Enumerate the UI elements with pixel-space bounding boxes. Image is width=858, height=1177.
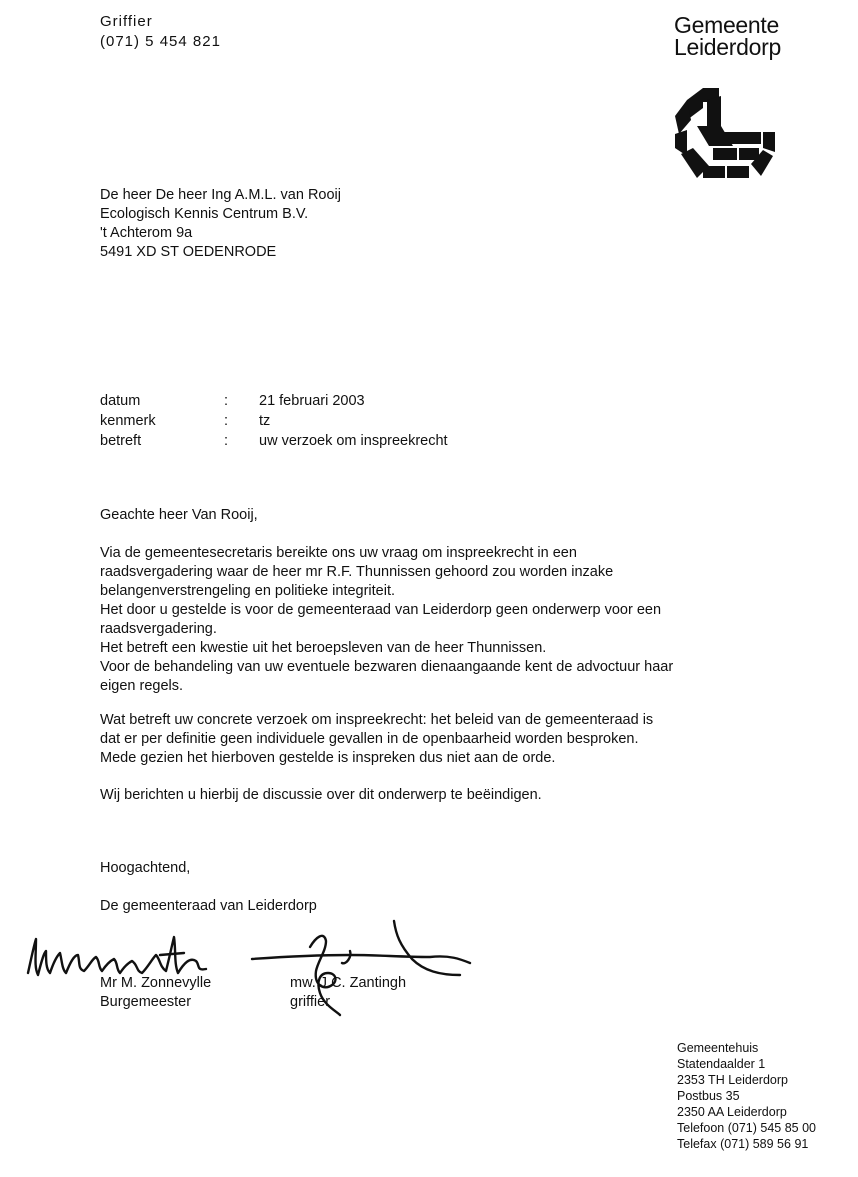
body-line: eigen regels. <box>100 678 184 694</box>
salutation: Geachte heer Van Rooij, <box>100 507 258 523</box>
kenmerk-label: kenmerk <box>100 413 156 429</box>
signatory-title: Burgemeester <box>100 994 192 1010</box>
footer-address <box>677 1040 816 1152</box>
signatory-title: griffier <box>290 994 331 1010</box>
sender-role: Griffier <box>100 13 153 30</box>
p2-line: dat er per definitie geen individuele gevallen in de openbaarheid worden besproken. <box>100 731 639 747</box>
sender-phone: (071) 5 454 821 <box>100 33 221 50</box>
footer-line: Telefax (071) 589 56 91 <box>677 1137 809 1151</box>
body-line: Via de gemeentesecretaris bereikte ons uw vraag om inspreekrecht in een <box>100 545 577 561</box>
signatory-name: Mr M. Zonnevylle <box>100 975 212 991</box>
signatory-name: mw. J.C. Zantingh <box>290 975 407 991</box>
sender-block <box>100 12 221 52</box>
datum-colon: : <box>224 393 229 409</box>
letter-body <box>100 544 673 696</box>
brand-line-2: Leiderdorp <box>674 34 781 60</box>
signatory-burgemeester <box>100 974 211 1012</box>
p2-line: Wat betreft uw concrete verzoek om inspreekrecht: het beleid van de gemeenteraad is <box>100 712 654 728</box>
footer-line: 2353 TH Leiderdorp <box>677 1073 788 1087</box>
body-line: Voor de behandeling van uw eventuele bezwaren dienaangaande kent de advoctuur haar <box>100 659 674 675</box>
betreft-value: uw verzoek om inspreekrecht <box>259 433 448 449</box>
letter-paragraph-3: Wij berichten u hierbij de discussie over dit onderwerp te beëindigen. <box>100 787 542 803</box>
kenmerk-colon: : <box>224 413 229 429</box>
recipient-street: 't Achterom 9a <box>100 225 193 241</box>
datum-value: 21 februari 2003 <box>259 393 365 409</box>
betreft-colon: : <box>224 433 229 449</box>
letter-meta <box>100 391 448 451</box>
meta-row-kenmerk <box>100 411 448 431</box>
gemeente-leiderdorp-logo-icon <box>673 86 779 182</box>
footer-line: Telefoon (071) 545 85 00 <box>677 1121 816 1135</box>
recipient-address <box>100 186 341 262</box>
meta-row-datum <box>100 391 448 411</box>
body-line: Het betreft een kwestie uit het beroepsleven van de heer Thunnissen. <box>100 640 547 656</box>
recipient-city: 5491 XD ST OEDENRODE <box>100 244 277 260</box>
recipient-company: Ecologisch Kennis Centrum B.V. <box>100 206 309 222</box>
body-line: raadsvergadering waar de heer mr R.F. Thunnissen gehoord zou worden inzake <box>100 564 614 580</box>
municipality-name <box>674 14 781 58</box>
kenmerk-value: tz <box>259 413 271 429</box>
footer-line: Gemeentehuis <box>677 1041 759 1055</box>
body-line: raadsvergadering. <box>100 621 217 637</box>
council-signoff: De gemeenteraad van Leiderdorp <box>100 898 317 914</box>
p2-line: Mede gezien het hierboven gestelde is inspreken dus niet aan de orde. <box>100 750 556 766</box>
body-line: Het door u gestelde is voor de gemeenteraad van Leiderdorp geen onderwerp voor een <box>100 602 662 618</box>
recipient-name: De heer De heer Ing A.M.L. van Rooij <box>100 187 341 203</box>
betreft-label: betreft <box>100 433 142 449</box>
datum-label: datum <box>100 393 141 409</box>
body-line: belangenverstrengeling en politieke integriteit. <box>100 583 396 599</box>
brand-line-1: Gemeente <box>674 12 779 38</box>
meta-row-betreft <box>100 431 448 451</box>
signatory-griffier <box>290 974 406 1012</box>
footer-line: Statendaalder 1 <box>677 1057 766 1071</box>
closing: Hoogachtend, <box>100 860 191 876</box>
handwritten-signatures <box>20 915 480 1025</box>
footer-line: 2350 AA Leiderdorp <box>677 1105 787 1119</box>
letter-paragraph-2 <box>100 711 653 768</box>
footer-line: Postbus 35 <box>677 1089 740 1103</box>
